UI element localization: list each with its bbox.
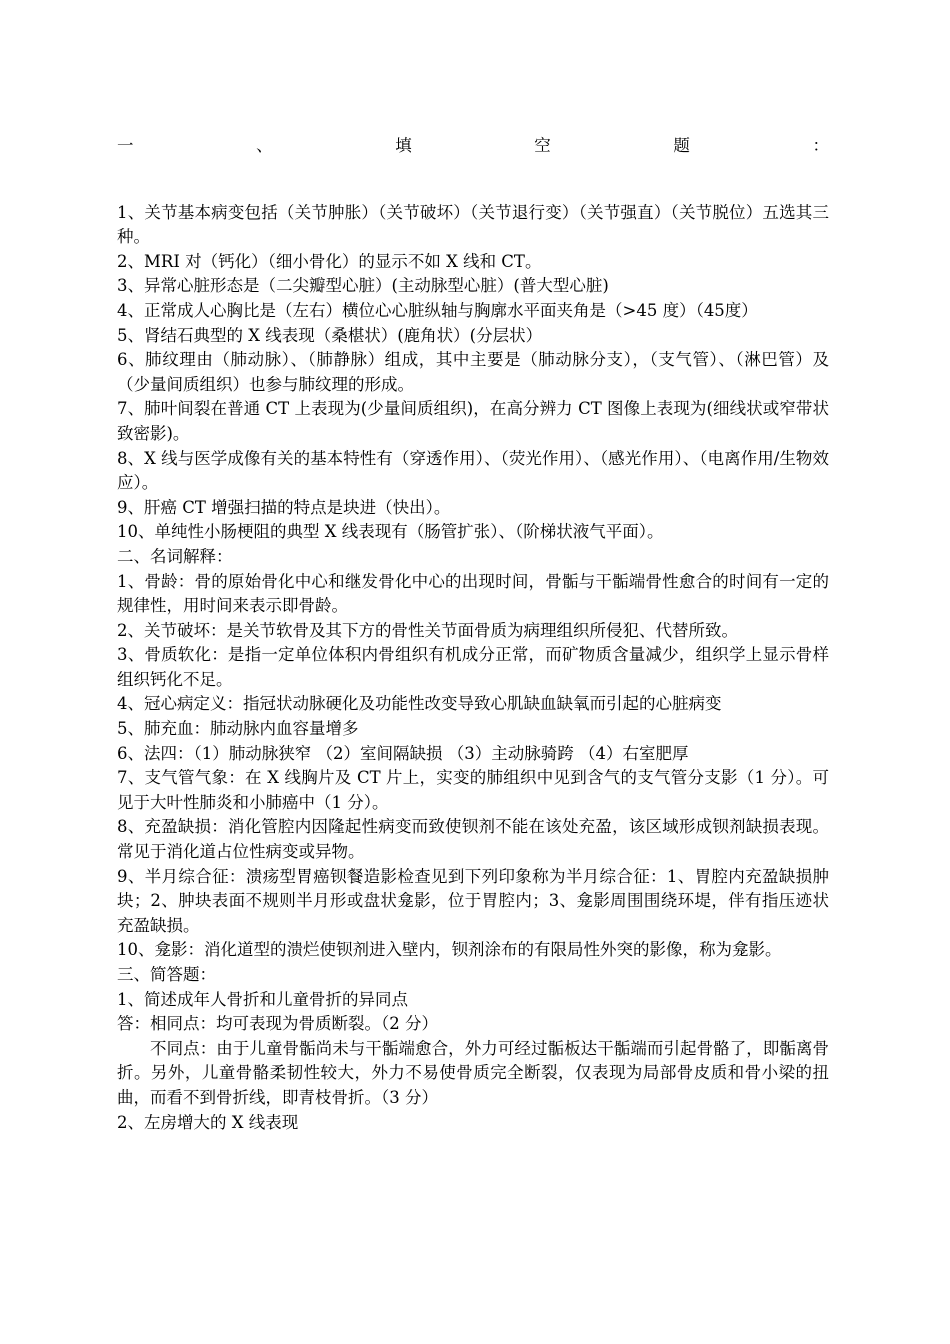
paragraph: 5、肺充血：肺动脉内血容量增多 (117, 719, 359, 739)
paragraph: 9、半月综合征：溃疡型胃癌钡餐造影检查见到下列印象称为半月综合征：1、胃腔内充盈缺损肿块；2、肿块表面不规则半月形或盘状龛影，位于胃腔内；3、龛影周围围绕环堤，伴有指压迹状充盈缺损。 (117, 866, 829, 935)
paragraph: 2、左房增大的 X 线表现 (117, 1112, 299, 1132)
paragraph: 3、骨质软化：是指一定单位体积内骨组织有机成分正常，而矿物质含量减少，组织学上显示骨样组织钙化不足。 (117, 645, 829, 689)
paragraph: 3、异常心脏形态是（二尖瓣型心脏）(主动脉型心脏）(普大型心脏) (117, 276, 609, 296)
paragraph: 不同点：由于儿童骨骺尚未与干骺端愈合，外力可经过骺板达干骺端而引起骨骼了，即骺离骨折。另外，儿童骨骼柔韧性较大，外力不易使骨质完全断裂，仅表现为局部骨皮质和骨小梁的扭曲，而看不到骨折线，即青枝骨折。（3 分） (117, 1038, 829, 1107)
paragraph: 答：相同点：均可表现为骨质断裂。（2 分） (117, 1014, 438, 1034)
paragraph: 三、简答题： (117, 965, 216, 984)
paragraph: 4、冠心病定义：指冠状动脉硬化及功能性改变导致心肌缺血缺氧而引起的心脏病变 (117, 694, 722, 714)
paragraph: 1、简述成年人骨折和儿童骨折的异同点 (117, 989, 408, 1009)
heading-char: 一 (117, 136, 134, 155)
paragraph: 10、龛影：消化道型的溃烂使钡剂进入壁内，钡剂涂布的有限局性外突的影像，称为龛影。 (117, 940, 782, 960)
document-body (117, 201, 829, 1136)
heading-char: 空 (534, 136, 551, 155)
paragraph: 2、MRI 对（钙化）（细小骨化）的显示不如 X 线和 CT。 (117, 251, 542, 271)
paragraph: 二、名词解释： (117, 546, 233, 566)
paragraph: 4、正常成人心胸比是（左右）横位心心脏纵轴与胸廓水平面夹角是（>45 度）（45度） (117, 300, 758, 320)
paragraph: 10、单纯性小肠梗阻的典型 X 线表现有（肠管扩张）、（阶梯状液气平面）。 (117, 522, 664, 542)
heading-char: 题 (673, 136, 690, 155)
paragraph: 7、支气管气象：在 X 线胸片及 CT 片上，实变的肺组织中见到含气的支气管分支影（1 分）。可见于大叶性肺炎和小肺癌中（1 分）。 (117, 768, 829, 812)
paragraph: 6、法四：（1）肺动脉狭窄 （2）室间隔缺损 （3）主动脉骑跨 （4）右室肥厚 (117, 743, 689, 763)
section-heading (117, 134, 829, 159)
heading-char: 、 (256, 136, 273, 155)
paragraph: 1、关节基本病变包括（关节肿胀）（关节破坏）（关节退行变）（关节强直）（关节脱位）五选其三种。 (117, 202, 829, 247)
paragraph: 6、肺纹理由（肺动脉）、（肺静脉）组成，其中主要是（肺动脉分支），（支气管）、（淋巴管）及（少量间质组织）也参与肺纹理的形成。 (117, 350, 829, 394)
paragraph: 8、充盈缺损：消化管腔内因隆起性病变而致使钡剂不能在该处充盈，该区域形成钡剂缺损表现。常见于消化道占位性病变或异物。 (117, 817, 829, 862)
paragraph: 2、关节破坏：是关节软骨及其下方的骨性关节面骨质为病理组织所侵犯、代替所致。 (117, 620, 738, 640)
paragraph: 8、X 线与医学成像有关的基本特性有（穿透作用）、（荧光作用）、（感光作用）、（电离作用/生物效应）。 (117, 448, 829, 493)
paragraph: 9、肝癌 CT 增强扫描的特点是块进（快出）。 (117, 497, 451, 517)
paragraph: 5、肾结石典型的 X 线表现（桑椹状）(鹿角状）(分层状） (117, 325, 543, 345)
document-page (117, 134, 829, 1135)
heading-char: ： (812, 136, 829, 155)
paragraph: 7、肺叶间裂在普通 CT 上表现为(少量间质组织)，在高分辨力 CT 图像上表现为(细线状或窄带状致密影)。 (117, 399, 829, 443)
heading-char: 填 (395, 136, 412, 155)
paragraph: 1、骨龄：骨的原始骨化中心和继发骨化中心的出现时间，骨骺与干骺端骨性愈合的时间有一定的规律性，用时间来表示即骨龄。 (117, 571, 829, 616)
